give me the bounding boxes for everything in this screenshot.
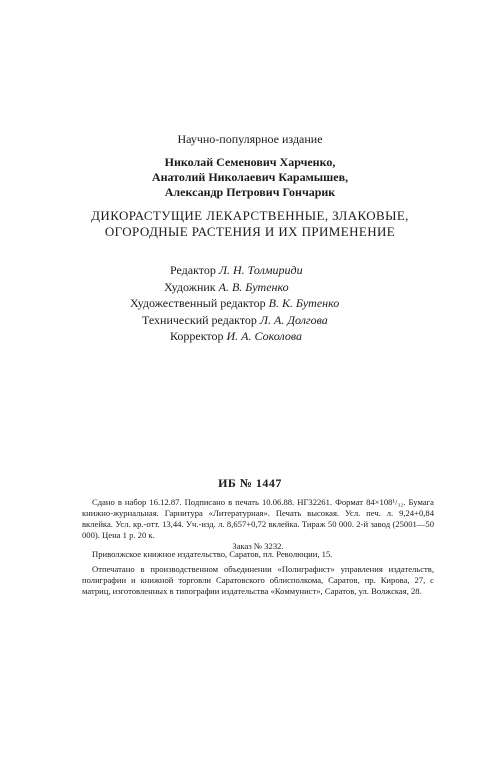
credit-name: В. К. Бутенко	[268, 296, 340, 310]
ib-number: ИБ № 1447	[218, 476, 282, 490]
credit-role: Редактор	[170, 263, 216, 277]
credit-artist	[120, 279, 460, 296]
authors-block	[0, 155, 500, 200]
credit-role: Технический редактор	[142, 312, 257, 327]
print-data-text: Сдано в набор 16.12.87. Подписано в печать 10.06.88. НГ32261. Формат 84×108¹/₃₂. Бумага книжно-журнальная. Гарнитура «Литературная». Печать высокая. Усл. печ. л. 9,24+0,84 вклейка. Усл. кр.-отт. 13,44. Уч.-изд. л. 8,657+0,72 вклейка. Тираж 50 000. 2-й завод (25001—50 000). Цена 1 р. 20 к.	[82, 497, 434, 540]
print-data-block	[82, 497, 434, 552]
credit-name: А. В. Бутенко	[218, 279, 289, 294]
publisher-text: Приволжское книжное издательство, Саратов, пл. Революции, 15.	[92, 549, 333, 559]
printer-block	[82, 564, 434, 597]
credit-role: Корректор	[170, 329, 224, 343]
credit-proofreader	[120, 328, 460, 345]
printer-text: Отпечатано в производственном объединении «Полиграфист» управления издательств, полиграфии и книжной торговли Саратовского облисполкома, Саратов, пр. Кирова, 27, с матриц, изготовленных в типографии издательства «Коммунист», Саратов, ул. Волжская, 28.	[82, 564, 434, 596]
credit-name: Л. А. Долгова	[259, 312, 328, 327]
publisher-block	[82, 549, 434, 560]
credit-art-editor	[120, 295, 460, 312]
author-name: Анатолий Николаевич Карамышев,	[151, 170, 349, 184]
author-name: Александр Петрович Гончарик	[164, 185, 336, 199]
credit-editor	[120, 262, 460, 279]
credit-role: Художник	[164, 279, 216, 294]
book-title-line: ДИКОРАСТУЩИЕ ЛЕКАРСТВЕННЫЕ, ЗЛАКОВЫЕ,	[91, 208, 409, 223]
author-name: Николай Семенович Харченко,	[164, 155, 336, 169]
book-title-line: ОГОРОДНЫЕ РАСТЕНИЯ И ИХ ПРИМЕНЕНИЕ	[104, 224, 396, 239]
credits-block	[120, 262, 460, 345]
book-title	[0, 208, 500, 240]
edition-type: Научно-популярное издание	[177, 132, 323, 146]
credit-name: Л. Н. Толмириди	[218, 263, 303, 277]
credit-role: Художественный редактор	[130, 296, 266, 310]
credit-name: И. А. Соколова	[226, 329, 302, 343]
credit-tech-editor	[120, 312, 460, 329]
order-number: Заказ № 3232.	[232, 541, 284, 551]
